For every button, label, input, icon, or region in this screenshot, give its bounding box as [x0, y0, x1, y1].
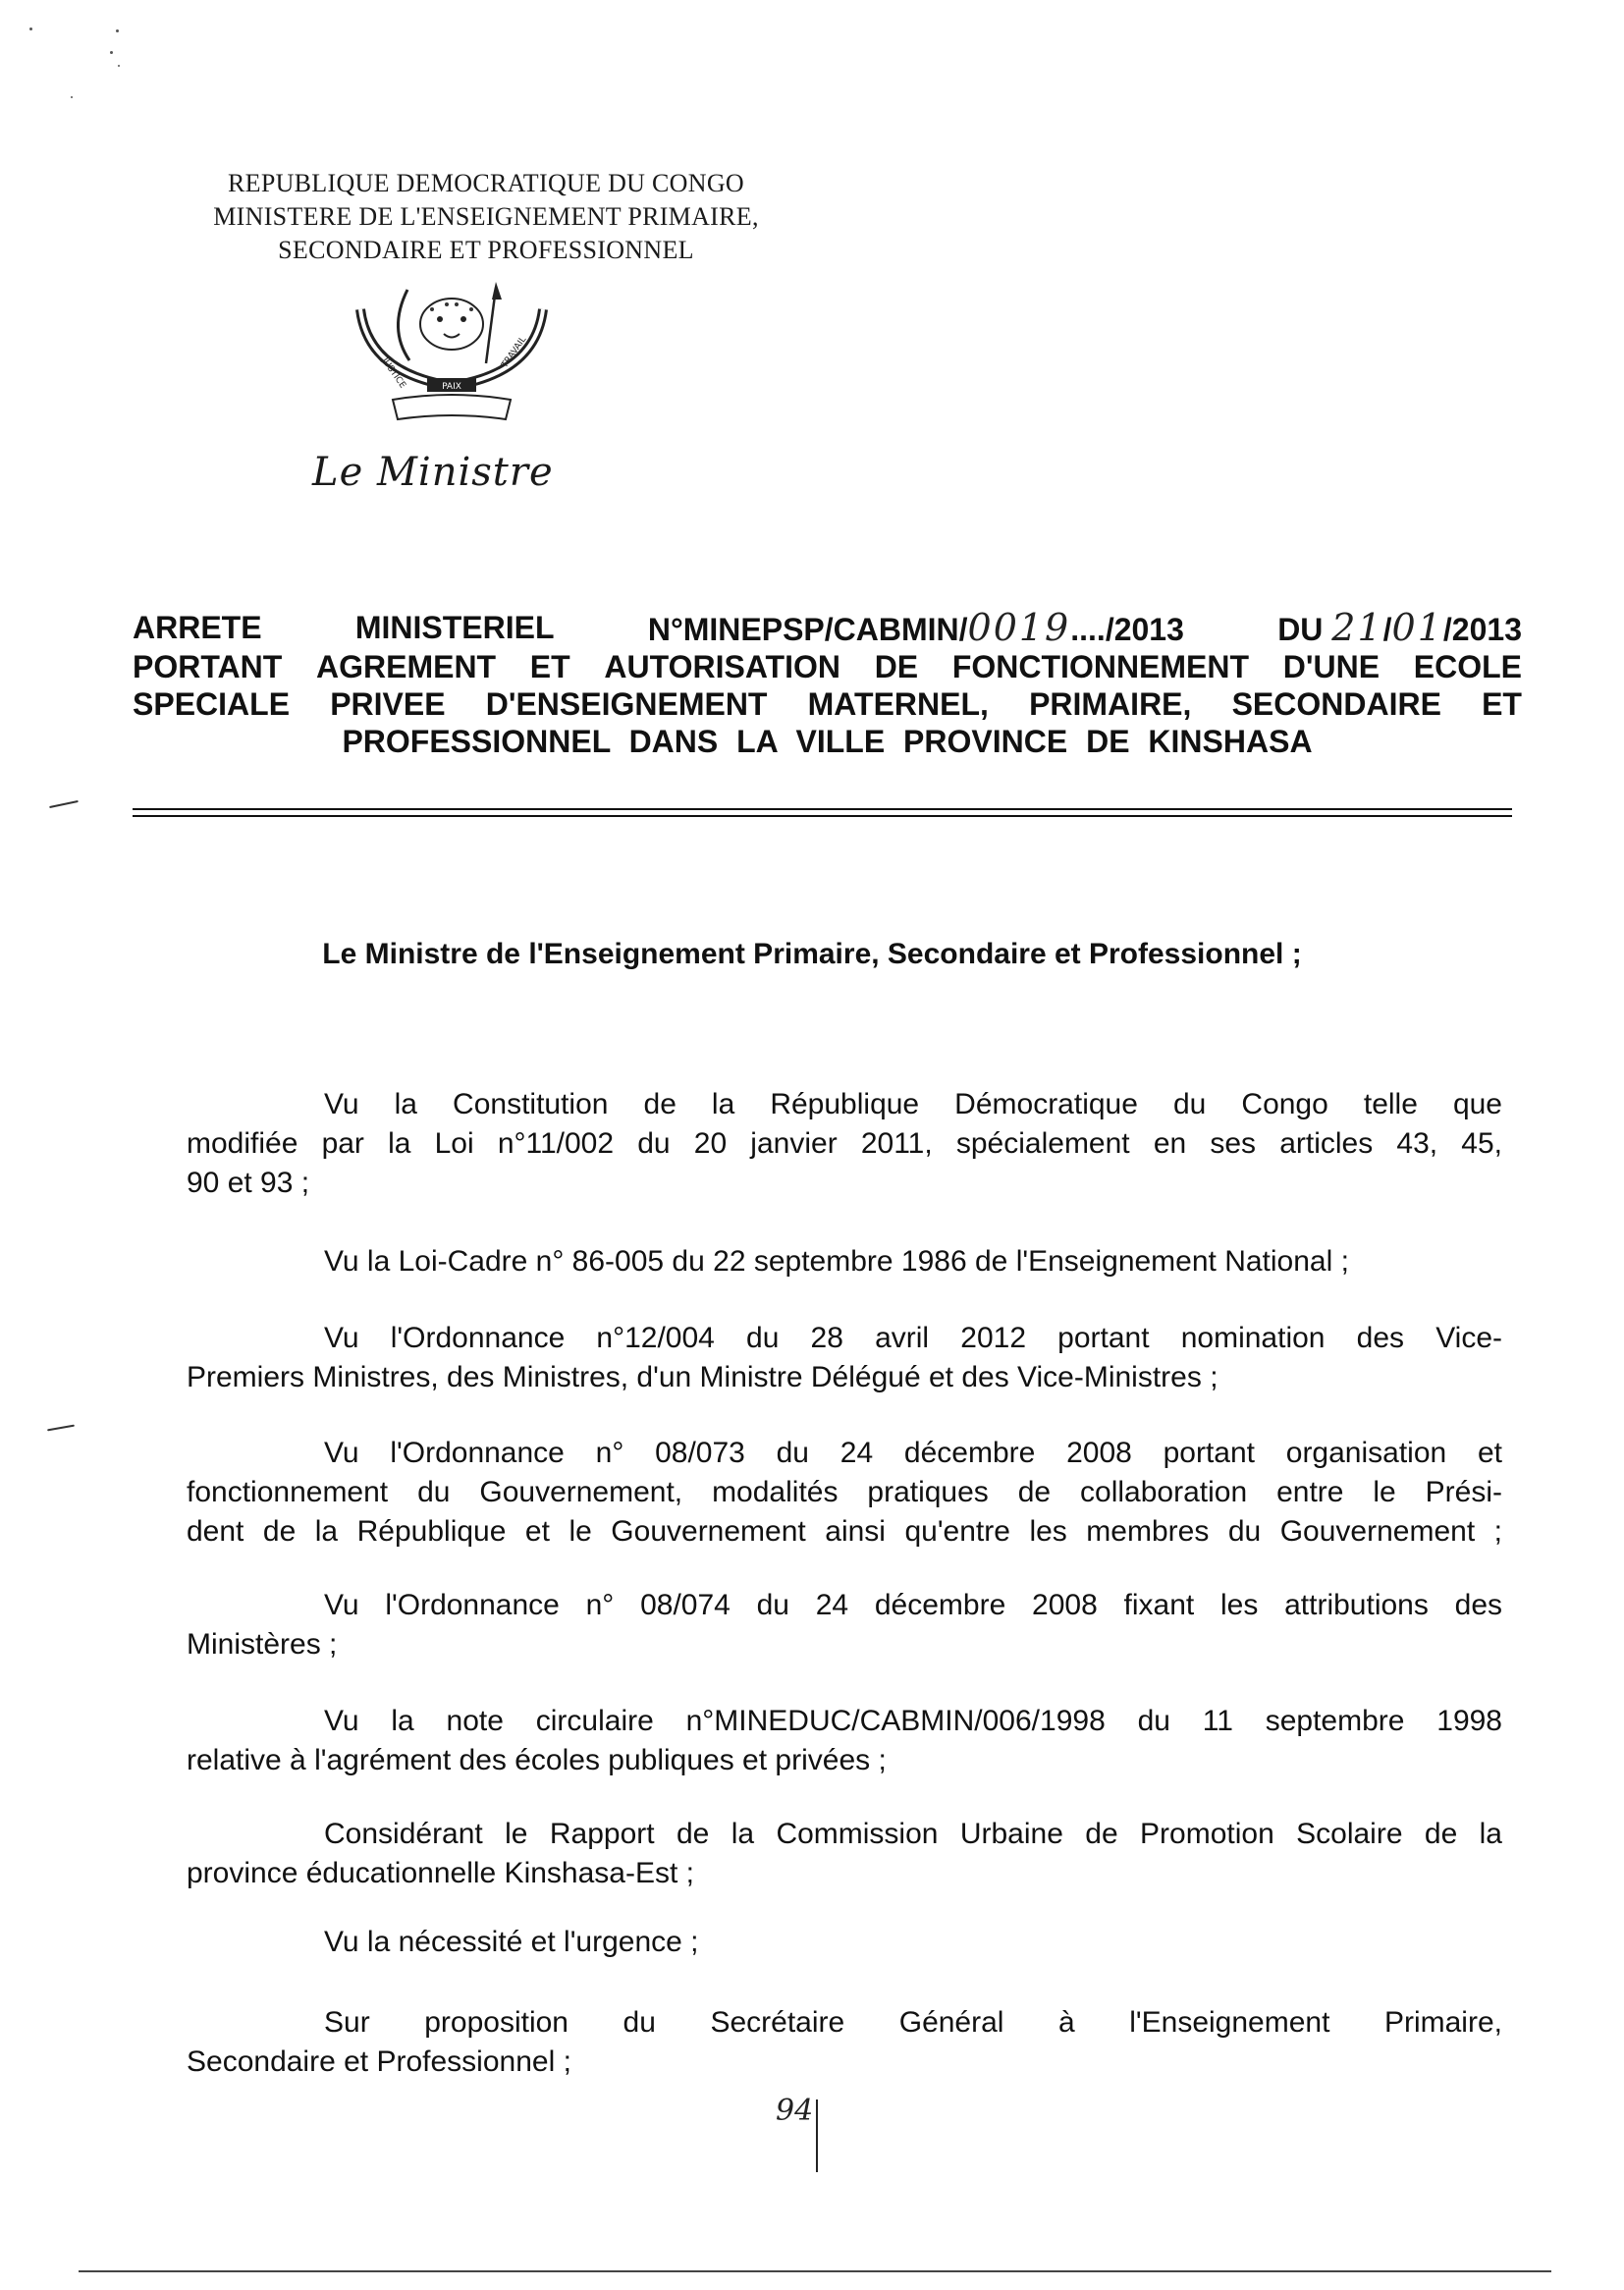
- handwritten-date-day: 21: [1331, 606, 1383, 649]
- paragraph-line: province éducationnelle Kinshasa-Est ;: [187, 1857, 694, 1889]
- paragraph-ordonnance-08-073: [187, 1434, 1502, 1552]
- paragraph-line: Premiers Ministres, des Ministres, d'un Ministre Délégué et des Vice-Ministres ;: [187, 1361, 1218, 1393]
- title-word: PRIMAIRE,: [1029, 686, 1192, 722]
- paragraph-line: Vu l'Ordonnance n° 08/074 du 24 décembre 2008 fixant les attributions des: [324, 1589, 1502, 1621]
- paragraph-necessite: [187, 1923, 1502, 1962]
- margin-punch-mark: [49, 800, 79, 808]
- paragraph-proposition: [187, 2003, 1502, 2082]
- reference-prefix: N°MINEPSP/CABMIN/: [647, 612, 968, 647]
- title-word: PORTANT: [133, 649, 283, 684]
- paragraph-line: Vu l'Ordonnance n°12/004 du 28 avril 2012 portant nomination des Vice-: [324, 1322, 1502, 1354]
- title-word: MINISTERIEL: [354, 610, 555, 645]
- title-word: MATERNEL,: [807, 686, 989, 722]
- seal-word-paix: PAIX: [442, 382, 461, 392]
- paragraph-line: Vu la Loi-Cadre n° 86-005 du 22 septembre 1986 de l'Enseignement National ;: [324, 1245, 1349, 1278]
- paragraph-constitution: [187, 1085, 1502, 1203]
- title-word: DE: [874, 649, 919, 684]
- paragraph-line: Ministères ;: [187, 1628, 338, 1661]
- paragraph-line: Vu la nécessité et l'urgence ;: [324, 1926, 699, 1958]
- paragraph-ordonnance-12-004: [187, 1319, 1502, 1397]
- paragraph-note-circulaire: [187, 1702, 1502, 1780]
- seal-word-travail: TRAVAIL: [500, 335, 529, 370]
- paragraph-ordonnance-08-074: [187, 1586, 1502, 1664]
- paragraph-line: Vu la note circulaire n°MINEDUC/CABMIN/006/1998 du 11 septembre 1998: [324, 1705, 1502, 1737]
- paragraph-line: Vu l'Ordonnance n° 08/073 du 24 décembre 2008 portant organisation et: [324, 1437, 1502, 1469]
- paragraph-rapport-commission: [187, 1815, 1502, 1893]
- paragraph-line: relative à l'agrément des écoles publiques et privées ;: [187, 1744, 887, 1776]
- scan-speck: [116, 29, 119, 32]
- minister-heading: Le Ministre de l'Enseignement Primaire, Secondaire et Professionnel ;: [322, 938, 1302, 970]
- title-word: SPECIALE: [133, 686, 291, 722]
- number-dots: ....: [1070, 612, 1106, 647]
- date-prefix: DU: [1277, 612, 1324, 647]
- page-bottom-edge: [79, 2270, 1551, 2272]
- number-year: /2013: [1105, 612, 1184, 647]
- initials-stroke: [816, 2099, 818, 2172]
- letterhead-ministry: MINISTERE DE L'ENSEIGNEMENT PRIMAIRE,: [213, 202, 759, 231]
- title-line-2: [133, 648, 1522, 685]
- paragraph-line: Vu la Constitution de la République Démocratique du Congo telle que: [324, 1088, 1502, 1120]
- letterhead-country: REPUBLIQUE DEMOCRATIQUE DU CONGO: [228, 169, 744, 197]
- paragraph-line: dent de la République et le Gouvernement ainsi qu'entre les membres du Gouvernement ;: [187, 1515, 1502, 1548]
- letterhead-ministry-continued: SECONDAIRE ET PROFESSIONNEL: [278, 236, 694, 264]
- scan-speck: [71, 96, 73, 98]
- scan-speck: [29, 27, 32, 30]
- decree-title: [133, 606, 1522, 760]
- date-year: /2013: [1442, 612, 1522, 647]
- paragraph-line: modifiée par la Loi n°11/002 du 20 janvier 2011, spécialement en ses articles 43, 45,: [187, 1127, 1502, 1160]
- title-word: ET: [529, 649, 570, 684]
- margin-punch-mark: [47, 1425, 75, 1432]
- title-word: D'UNE: [1282, 649, 1380, 684]
- title-word: D'ENSEIGNEMENT: [485, 686, 768, 722]
- paragraph-line: 90 et 93 ;: [187, 1167, 310, 1199]
- title-word: ARRETE: [133, 610, 262, 645]
- scan-speck: [118, 65, 120, 67]
- handwritten-initials: 94: [776, 2094, 814, 2128]
- title-divider-top: [133, 808, 1512, 810]
- decree-reference: [647, 606, 1184, 649]
- seal-word-justice: JUSTICE: [379, 355, 407, 391]
- paragraph-loi-cadre: [187, 1242, 1502, 1281]
- title-word: AGREMENT: [315, 649, 497, 684]
- handwritten-date-month: 01: [1391, 606, 1443, 649]
- title-word: SECONDAIRE: [1231, 686, 1441, 722]
- coat-of-arms-emblem-icon: [349, 280, 555, 427]
- paragraph-line: Secondaire et Professionnel ;: [187, 2045, 571, 2078]
- title-divider-bottom: [133, 815, 1512, 817]
- paragraph-line: Considérant le Rapport de la Commission Urbaine de Promotion Scolaire de la: [324, 1818, 1502, 1850]
- scan-speck: [110, 51, 113, 54]
- title-word: ET: [1482, 686, 1522, 722]
- title-word: AUTORISATION: [604, 649, 840, 684]
- decree-date: DU 21/01/2013: [1277, 606, 1522, 649]
- paragraph-line: Sur proposition du Secrétaire Général à l'Enseignement Primaire,: [324, 2006, 1502, 2039]
- minister-handwritten-label: Le Ministre: [312, 450, 554, 495]
- title-line-1: [133, 606, 1522, 649]
- title-word: PRIVEE: [330, 686, 446, 722]
- title-line-3: [133, 685, 1522, 723]
- handwritten-decree-number: 0019: [967, 606, 1071, 649]
- title-word: FONCTIONNEMENT: [951, 649, 1250, 684]
- title-line-4: PROFESSIONNEL DANS LA VILLE PROVINCE DE KINSHASA: [342, 724, 1313, 759]
- title-word: ECOLE: [1413, 649, 1522, 684]
- letterhead: [167, 167, 805, 267]
- paragraph-line: fonctionnement du Gouvernement, modalités pratiques de collaboration entre le Prési-: [187, 1476, 1502, 1508]
